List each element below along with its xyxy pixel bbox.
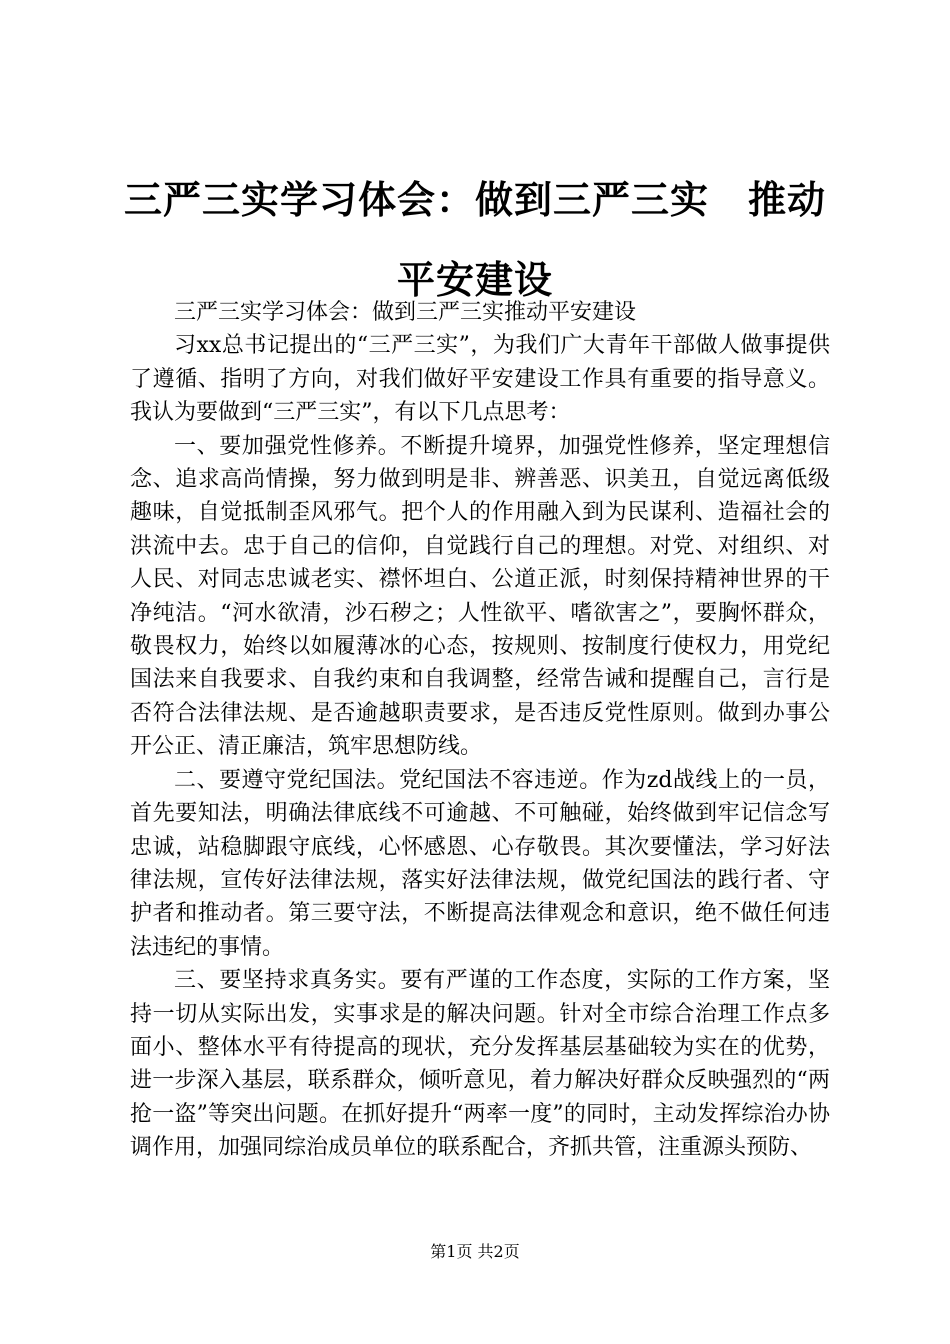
paragraph-intro: 习xx总书记提出的“三严三实”，为我们广大青年干部做人做事提供了遵循、指明了方向，对我们做好平安建设工作具有重要的指导意义。我认为要做到“三严三实”，有以下几点思考： xyxy=(130,333,830,426)
paragraph-point-one: 一、要加强党性修养。不断提升境界，加强党性修养，坚定理想信念、追求高尚情操，努力做到明是非、辨善恶、识美丑，自觉远离低级趣味，自觉抵制歪风邪气。把个人的作用融入到为民谋利、造福社会的洪流中去。忠于自己的信仰，自觉践行自己的理想。对党、对组织、对人民、对同志忠诚老实、襟怀坦白、公道正派，时刻保持精神世界的干净纯洁。“河水欲清，沙石秽之；人性欲平、嗜欲害之”，要胸怀群众，敬畏权力，始终以如履薄冰的心态，按规则、按制度行使权力，用党纪国法来自我要求、自我约束和自我调整，经常告诫和提醒自己，言行是否符合法律法规、是否逾越职责要求，是否违反党性原则。做到办事公开公正、清正廉洁，筑牢思想防线。 xyxy=(130,433,830,760)
document-title: 三严三实学习体会：做到三严三实 推动平安建设 xyxy=(123,177,826,302)
paragraph-point-three: 三、要坚持求真务实。要有严谨的工作态度，实际的工作方案，坚持一切从实际出发，实事求是的解决问题。针对全市综合治理工作点多面小、整体水平有待提高的现状，充分发挥基层基础较为实在的优势，进一步深入基层，联系群众，倾听意见，着力解决好群众反映强烈的“两抢一盗”等突出问题。在抓好提升“两率一度”的同时，主动发挥综治办协调作用，加强同综治成员单位的联系配合，齐抓共管，注重源头预防、 xyxy=(130,968,830,1161)
page-footer: 第1页 共2页 xyxy=(430,1242,520,1261)
paragraph-subtitle: 三严三实学习体会：做到三严三实推动平安建设 xyxy=(174,300,637,325)
paragraph-point-two: 二、要遵守党纪国法。党纪国法不容违逆。作为zd战线上的一员，首先要知法，明确法律底线不可逾越、不可触碰，始终做到牢记信念写忠诚，站稳脚跟守底线，心怀感恩、心存敬畏。其次要懂法，学习好法律法规，宣传好法律法规，落实好法律法规，做党纪国法的践行者、守护者和推动者。第三要守法，不断提高法律观念和意识，绝不做任何违法违纪的事情。 xyxy=(130,767,830,960)
document-body xyxy=(130,296,830,1165)
